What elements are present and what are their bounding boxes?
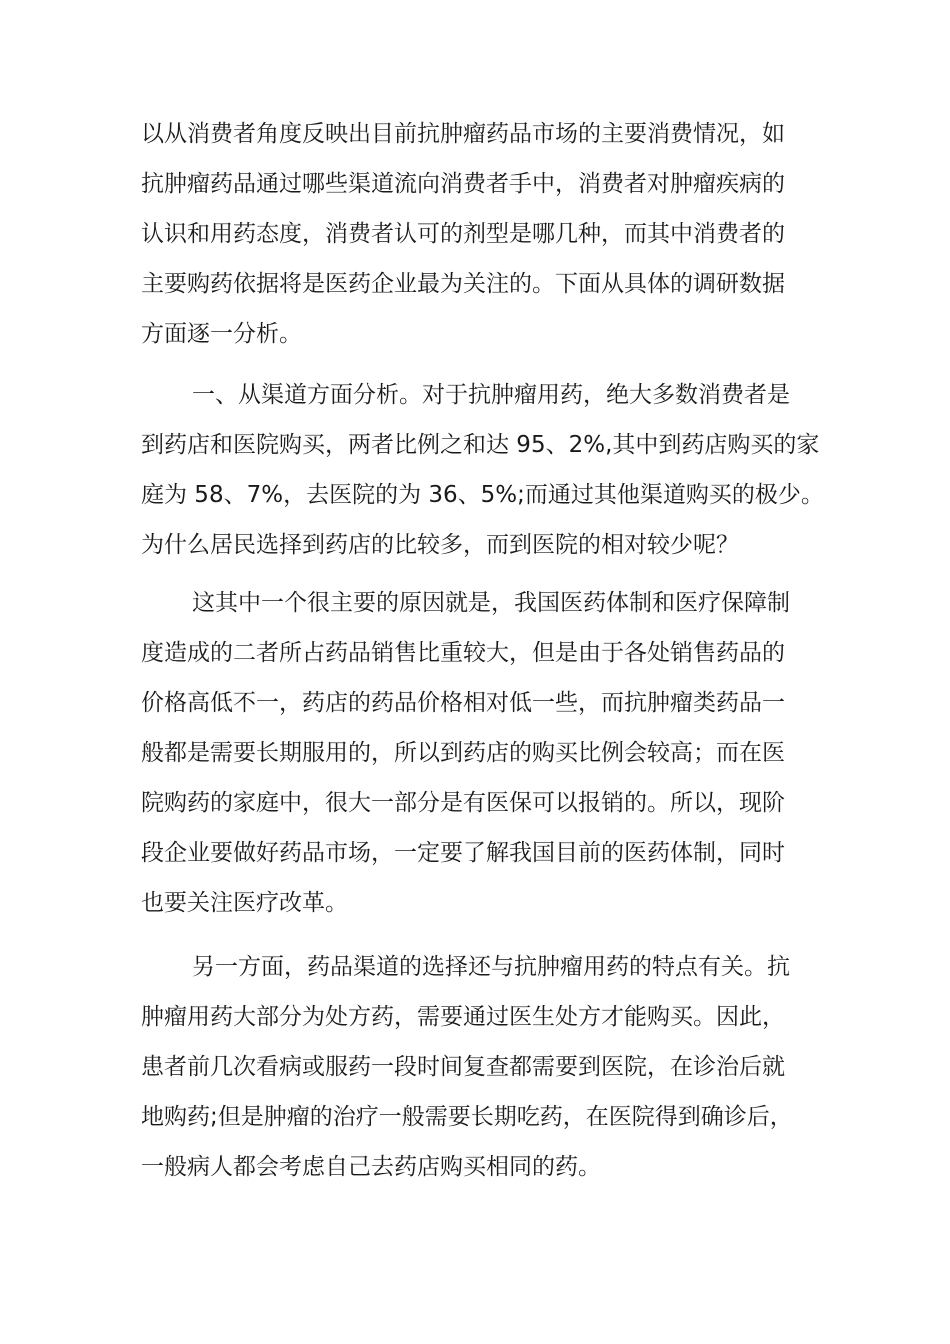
paragraph-1-line-4: 主要购药依据将是医药企业最为关注的。下面从具体的调研数据	[141, 271, 785, 297]
paragraph-3-line-2: 度造成的二者所占药品销售比重较大，但是由于各处销售药品的	[141, 640, 785, 666]
paragraph-1-line-1: 以从消费者角度反映出目前抗肿瘤药品市场的主要消费情况，如	[141, 121, 785, 147]
paragraph-2-line-1: 一、从渠道方面分析。对于抗肿瘤用药，绝大多数消费者是	[192, 382, 790, 408]
paragraph-3-line-3: 价格高低不一，药店的药品价格相对低一些，而抗肿瘤类药品一	[141, 690, 785, 716]
paragraph-4-line-1: 另一方面，药品渠道的选择还与抗肿瘤用药的特点有关。抗	[192, 954, 790, 980]
paragraph-1-line-5: 方面逐一分析。	[141, 321, 302, 347]
paragraph-4-line-4: 地购药;但是肿瘤的治疗一般需要长期吃药，在医院得到确诊后，	[141, 1104, 793, 1130]
paragraph-3-line-4: 般都是需要长期服用的，所以到药店的购买比例会较高；而在医	[141, 740, 785, 766]
paragraph-4-line-2: 肿瘤用药大部分为处方药，需要通过医生处方才能购买。因此，	[141, 1004, 785, 1030]
paragraph-2-line-2: 到药店和医院购买，两者比例之和达 95、2%,其中到药店购买的家	[141, 432, 820, 458]
paragraph-3-line-5: 院购药的家庭中，很大一部分是有医保可以报销的。所以，现阶	[141, 790, 785, 816]
paragraph-3-line-7: 也要关注医疗改革。	[141, 890, 348, 916]
paragraph-3-line-6: 段企业要做好药品市场，一定要了解我国目前的医药体制，同时	[141, 840, 785, 866]
paragraph-1-line-2: 抗肿瘤药品通过哪些渠道流向消费者手中，消费者对肿瘤疾病的	[141, 171, 785, 197]
paragraph-4-line-3: 患者前几次看病或服药一段时间复查都需要到医院，在诊治后就	[141, 1054, 785, 1080]
paragraph-4-line-5: 一般病人都会考虑自己去药店购买相同的药。	[141, 1154, 601, 1180]
paragraph-2-line-3: 庭为 58、7%，去医院的为 36、5%;而通过其他渠道购买的极少。	[141, 482, 824, 508]
paragraph-3-line-1: 这其中一个很主要的原因就是，我国医药体制和医疗保障制	[192, 590, 790, 616]
paragraph-1-line-3: 认识和用药态度，消费者认可的剂型是哪几种，而其中消费者的	[141, 221, 785, 247]
paragraph-2-line-4: 为什么居民选择到药店的比较多，而到医院的相对较少呢？	[141, 532, 739, 558]
